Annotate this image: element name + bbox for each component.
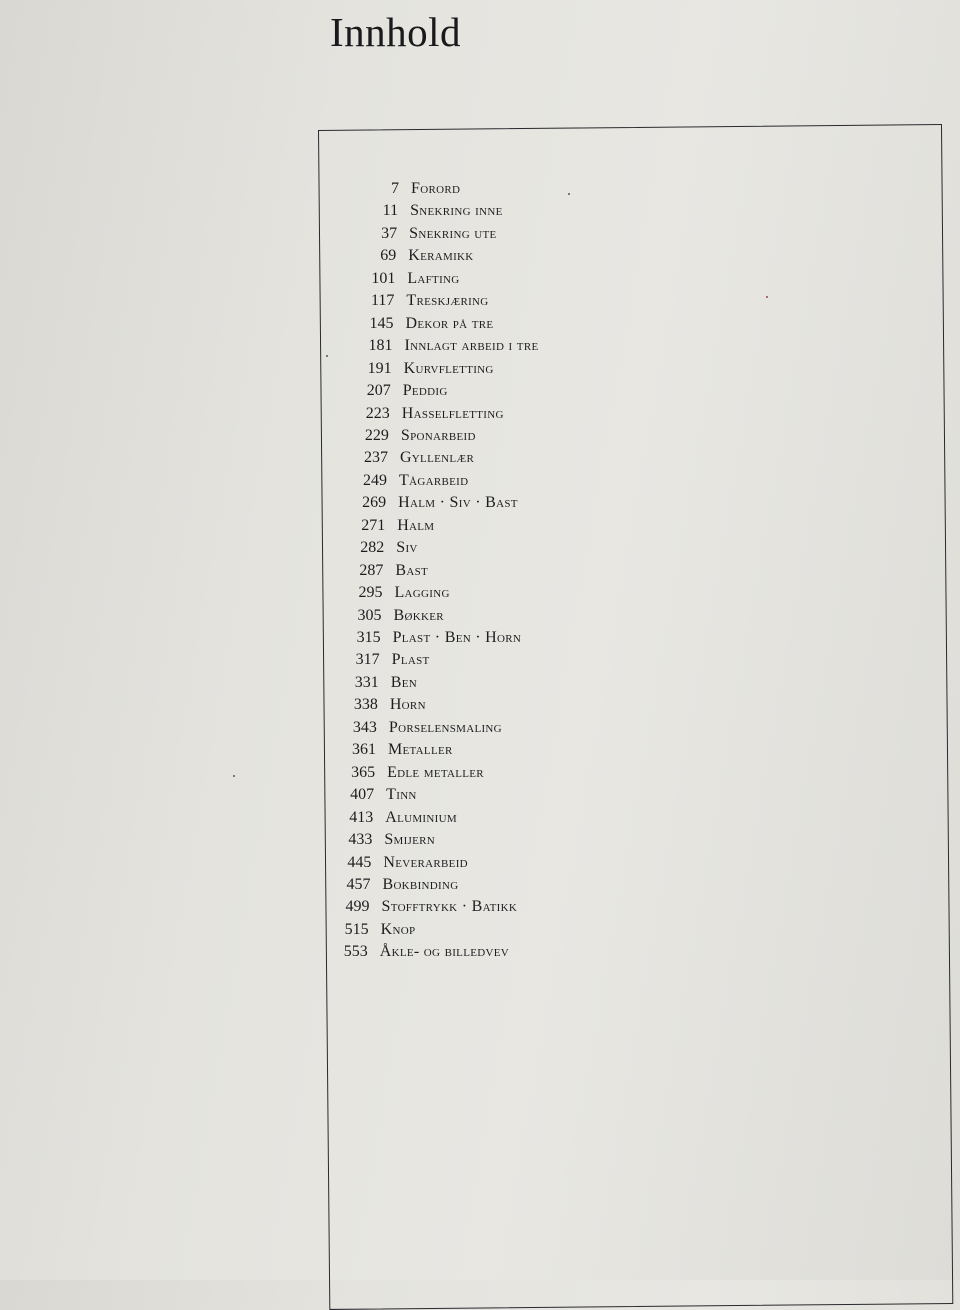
toc-chapter-title: Åkle- og billedvev — [379, 943, 509, 961]
toc-chapter-title: Keramikk — [408, 247, 474, 265]
toc-entry — [328, 694, 728, 716]
toc-entry — [320, 874, 720, 896]
toc-chapter-title: Hasselfletting — [401, 404, 504, 422]
toc-chapter-title: Forord — [411, 180, 461, 197]
toc-entry — [340, 403, 740, 425]
toc-entry — [343, 313, 743, 335]
toc-page-number: 343 — [352, 718, 377, 736]
toc-chapter-title: Plast — [391, 651, 430, 669]
toc-page-number: 407 — [350, 786, 375, 804]
toc-entry — [318, 941, 718, 963]
toc-page-number: 515 — [344, 920, 369, 938]
toc-entry — [323, 807, 723, 829]
toc-page-number: 11 — [382, 202, 399, 220]
toc-page-number: 117 — [370, 292, 395, 310]
toc-entry — [347, 223, 747, 245]
paper-speck — [233, 775, 235, 777]
toc-page-number: 361 — [352, 741, 376, 759]
toc-entry — [346, 245, 746, 267]
toc-chapter-title: Innlagt arbeid i tre — [404, 337, 539, 355]
toc-chapter-title: Tågarbeid — [399, 471, 469, 489]
toc-entry — [319, 919, 719, 941]
toc-chapter-title: Kurvfletting — [403, 359, 494, 377]
toc-entry — [326, 739, 726, 761]
toc-page-number: 499 — [345, 898, 370, 916]
toc-chapter-title: Siv — [396, 539, 418, 557]
toc-page-number: 269 — [362, 494, 387, 512]
toc-entry — [331, 627, 731, 649]
toc-chapter-title: Peddig — [402, 382, 448, 400]
toc-page-number: 223 — [365, 404, 390, 422]
toc-entry — [329, 672, 729, 694]
toc-page-number: 69 — [380, 247, 397, 265]
toc-entry — [335, 515, 735, 537]
paper-speck — [568, 193, 570, 195]
toc-page-number: 433 — [348, 831, 373, 849]
toc-chapter-title: Snekring ute — [409, 224, 497, 242]
toc-entry — [341, 380, 741, 402]
toc-entry — [320, 896, 720, 918]
toc-page-number: 413 — [349, 808, 374, 826]
toc-entry — [342, 358, 742, 380]
toc-chapter-title: Ben — [390, 673, 417, 691]
toc-page-number: 331 — [354, 673, 379, 691]
toc-chapter-title: Halm — [397, 516, 435, 534]
toc-entry — [321, 852, 721, 874]
toc-page-number: 271 — [361, 516, 386, 534]
toc-chapter-title: Sponarbeid — [400, 426, 476, 444]
toc-chapter-title: Metaller — [388, 741, 453, 759]
toc-entry — [324, 784, 724, 806]
toc-page-number: 207 — [366, 382, 391, 400]
toc-entry — [344, 290, 744, 312]
toc-chapter-title: Gyllenlær — [399, 449, 475, 467]
toc-entry — [325, 762, 725, 784]
toc-chapter-title: Tinn — [386, 786, 417, 804]
toc-page-number: 249 — [363, 471, 388, 489]
toc-page-number: 145 — [369, 314, 394, 332]
toc-entry — [330, 649, 730, 671]
toc-entry — [333, 560, 733, 582]
toc-entry — [336, 492, 736, 514]
toc-chapter-title: Halm · Siv · Bast — [398, 494, 518, 512]
toc-chapter-title: Bokbinding — [382, 875, 459, 893]
toc-entry — [337, 470, 737, 492]
paper-speck — [766, 296, 768, 298]
toc-page-number: 317 — [355, 651, 380, 669]
page-title: Innhold — [330, 9, 462, 55]
toc-chapter-title: Snekring inne — [410, 202, 503, 220]
toc-chapter-title: Lafting — [407, 269, 460, 287]
toc-entry — [327, 717, 727, 739]
paper-speck — [326, 355, 328, 357]
toc-chapter-title: Horn — [389, 696, 426, 714]
toc-chapter-title: Porselensmaling — [388, 718, 502, 736]
toc-page-number: 282 — [360, 539, 385, 557]
toc-entry — [322, 829, 722, 851]
toc-chapter-title: Lagging — [394, 584, 450, 602]
toc-entry — [343, 335, 743, 357]
toc-page-number: 338 — [353, 696, 378, 714]
toc-entry — [345, 268, 745, 290]
toc-page-number: 287 — [359, 561, 384, 579]
toc-entry — [332, 605, 732, 627]
toc-page-number: 295 — [358, 584, 383, 602]
toc-chapter-title: Bøkker — [393, 606, 444, 624]
toc-entry — [332, 582, 732, 604]
toc-page-number: 37 — [381, 224, 398, 242]
toc-entry — [349, 178, 749, 200]
toc-chapter-title: Dekor på tre — [405, 314, 494, 332]
toc-page-number: 457 — [346, 875, 371, 893]
toc-chapter-title: Plast · Ben · Horn — [392, 629, 522, 646]
toc-chapter-title: Neverarbeid — [383, 853, 468, 871]
toc-chapter-title: Stofftrykk · Batikk — [381, 898, 518, 916]
toc-chapter-title: Edle metaller — [387, 763, 484, 781]
toc-entry — [334, 537, 734, 559]
toc-page-number: 229 — [364, 426, 389, 444]
toc-page-number: 101 — [371, 269, 396, 287]
toc-chapter-title: Treskjæring — [406, 292, 489, 310]
toc-page-number: 7 — [391, 180, 399, 197]
toc-page-number: 181 — [368, 337, 393, 355]
toc-page-number: 445 — [347, 853, 372, 871]
toc-entry — [338, 447, 738, 469]
toc-chapter-title: Aluminium — [385, 808, 457, 826]
toc-entry — [348, 200, 748, 222]
toc-page-number: 191 — [367, 359, 392, 377]
toc-chapter-title: Knop — [380, 920, 416, 938]
toc-chapter-title: Smijern — [384, 831, 436, 849]
toc-page-number: 553 — [343, 943, 368, 961]
toc-entry — [339, 425, 739, 447]
toc-page-number: 315 — [356, 629, 381, 646]
toc-page-number: 365 — [351, 763, 376, 781]
toc-page-number: 305 — [357, 606, 382, 624]
toc-page-number: 237 — [363, 449, 388, 467]
toc-chapter-title: Bast — [395, 561, 429, 579]
